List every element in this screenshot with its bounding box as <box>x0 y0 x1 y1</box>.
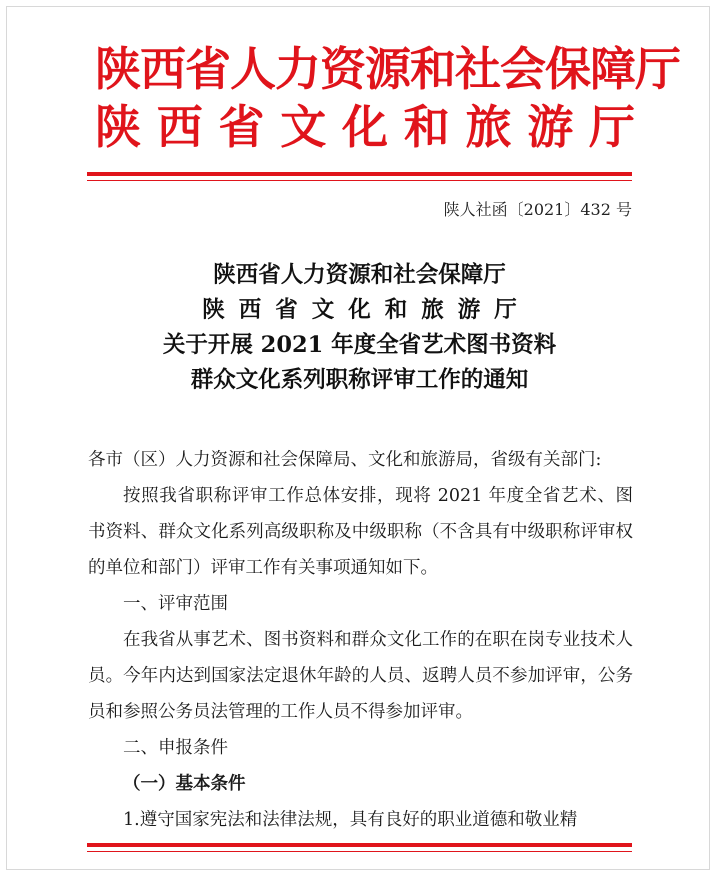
footer-red-rule-thick <box>87 843 632 847</box>
document-title <box>87 258 632 398</box>
footer-red-rule-thin <box>87 851 632 852</box>
section-2-heading: 二、申报条件 <box>123 738 228 758</box>
section-1-paragraph: 在我省从事艺术、图书资料和群众文化工作的在职在岗专业技术人员。今年内达到国家法定退休年龄的人员、返聘人员不参加评审，公务员和参照公务员法管理的工作人员不得参加评审。 <box>88 630 633 722</box>
item-1-paragraph: 1.遵守国家宪法和法律法规，具有良好的职业道德和敬业精 <box>123 810 578 830</box>
header-issuer-hrss: 陕西省人力资源和社会保障厅 <box>95 42 680 96</box>
section-1-heading: 一、评审范围 <box>123 594 228 614</box>
subsection-1-heading: （一）基本条件 <box>123 774 246 794</box>
title-line-4: 群众文化系列职称评审工作的通知 <box>190 367 529 393</box>
title-line-2: 陕西省文化和旅游厅 <box>202 297 531 323</box>
header-issuer-culture-tourism: 陕西省文化和旅游厅 <box>95 100 635 154</box>
title-line-1: 陕西省人力资源和社会保障厅 <box>213 262 506 288</box>
intro-paragraph: 按照我省职称评审工作总体安排，现将 2021 年度全省艺术、图书资料、群众文化系列高级职称及中级职称（不含具有中级职称评审权的单位和部门）评审工作有关事项通知如下。 <box>88 486 633 578</box>
salutation: 各市（区）人力资源和社会保障局、文化和旅游局，省级有关部门: <box>88 450 602 470</box>
header-red-rule-thick <box>87 172 632 176</box>
document-body <box>88 442 633 838</box>
title-line-3: 关于开展 2021 年度全省艺术图书资料 <box>162 332 557 358</box>
document-number: 陕人社函〔2021〕432 号 <box>443 200 632 219</box>
header-red-rule-thin <box>87 180 632 181</box>
